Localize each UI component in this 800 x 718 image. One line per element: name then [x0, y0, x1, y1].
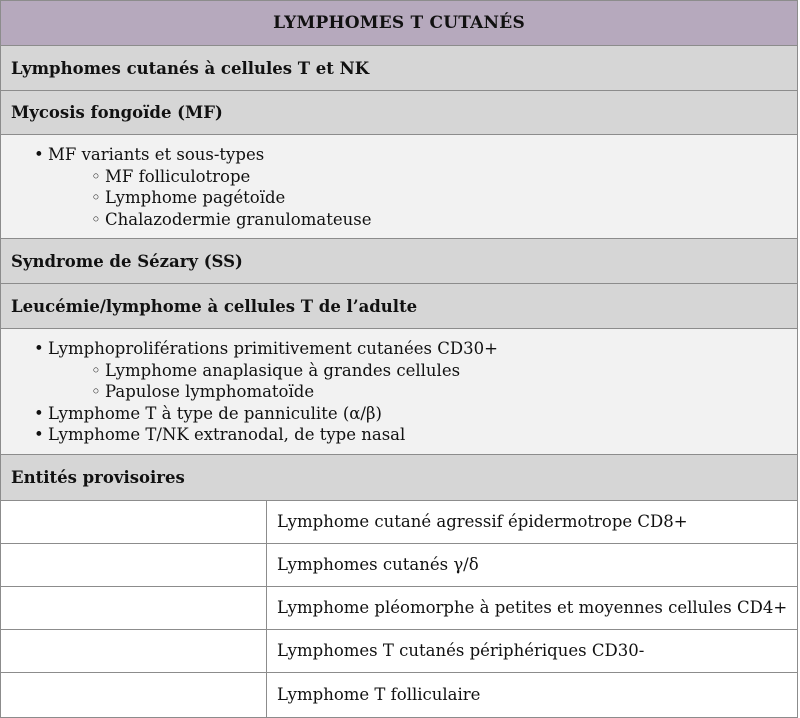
- section-header-text: Lymphomes cutanés à cellules T et NK: [11, 58, 370, 78]
- section-header-text: Mycosis fongoïde (MF): [11, 103, 223, 122]
- mf-list: [1, 135, 797, 239]
- circle-bullet-icon: ◦: [91, 382, 101, 401]
- bullet-icon: •: [34, 403, 44, 423]
- section-header-sezary: [1, 239, 797, 284]
- table-row: [1, 673, 797, 717]
- empty-cell: [1, 630, 267, 672]
- table-cell: Lymphome T folliculaire: [277, 685, 481, 704]
- empty-cell: [1, 587, 267, 629]
- list-item-text: MF variants et sous-types: [48, 145, 265, 164]
- table-title-text: LYMPHOMES T CUTANÉS: [273, 13, 525, 33]
- list-item-text: MF folliculotrope: [105, 166, 251, 186]
- section-header-text: Entités provisoires: [11, 467, 185, 487]
- section-header-text: Syndrome de Sézary (SS): [11, 251, 243, 271]
- section-header-t-nk: [1, 46, 797, 91]
- table-cell: Lymphome cutané agressif épidermotrope CD8+: [277, 512, 688, 531]
- section-header-leukemia: [1, 284, 797, 329]
- list-item-text: Lymphome pagétoïde: [105, 188, 286, 207]
- bullet-icon: •: [34, 339, 44, 358]
- list-item-text: Lymphoproliférations primitivement cutanées CD30+: [48, 339, 498, 358]
- bullet-icon: •: [34, 145, 44, 164]
- circle-bullet-icon: ◦: [91, 209, 101, 229]
- list-subitem: [1, 360, 797, 382]
- table-cell: Lymphome pléomorphe à petites et moyennes cellules CD4+: [277, 598, 788, 617]
- circle-bullet-icon: ◦: [91, 188, 101, 207]
- circle-bullet-icon: ◦: [91, 166, 101, 186]
- list-item-text: Lymphome T/NK extranodal, de type nasal: [48, 425, 406, 444]
- section-header-mycosis: [1, 91, 797, 135]
- bullet-icon: •: [34, 425, 44, 444]
- list-subitem: [1, 209, 797, 231]
- list-item-text: Papulose lymphomatoïde: [105, 382, 315, 401]
- leukemia-list: [1, 329, 797, 455]
- empty-cell: [1, 501, 267, 543]
- table-cell: Lymphomes cutanés γ/δ: [277, 555, 479, 574]
- table-cell: Lymphomes T cutanés périphériques CD30-: [277, 641, 645, 660]
- list-subitem: [1, 187, 797, 209]
- list-item: [1, 338, 797, 360]
- empty-cell: [1, 673, 267, 717]
- circle-bullet-icon: ◦: [91, 360, 101, 380]
- list-item-text: Lymphome anaplasique à grandes cellules: [105, 360, 461, 380]
- list-item-text: Chalazodermie granulomateuse: [105, 209, 372, 229]
- table-row: [1, 587, 797, 630]
- table-row: [1, 630, 797, 673]
- table-row: [1, 544, 797, 587]
- table-title: [1, 1, 797, 46]
- section-header-text: Leucémie/lymphome à cellules T de l’adulte: [11, 296, 418, 316]
- table-row: [1, 501, 797, 544]
- list-item: [1, 144, 797, 166]
- list-item-text: Lymphome T à type de panniculite (α/β): [48, 403, 382, 423]
- list-subitem: [1, 166, 797, 188]
- section-header-provisional: [1, 455, 797, 501]
- empty-cell: [1, 544, 267, 586]
- list-item: [1, 403, 797, 425]
- list-subitem: [1, 381, 797, 403]
- list-item: [1, 424, 797, 446]
